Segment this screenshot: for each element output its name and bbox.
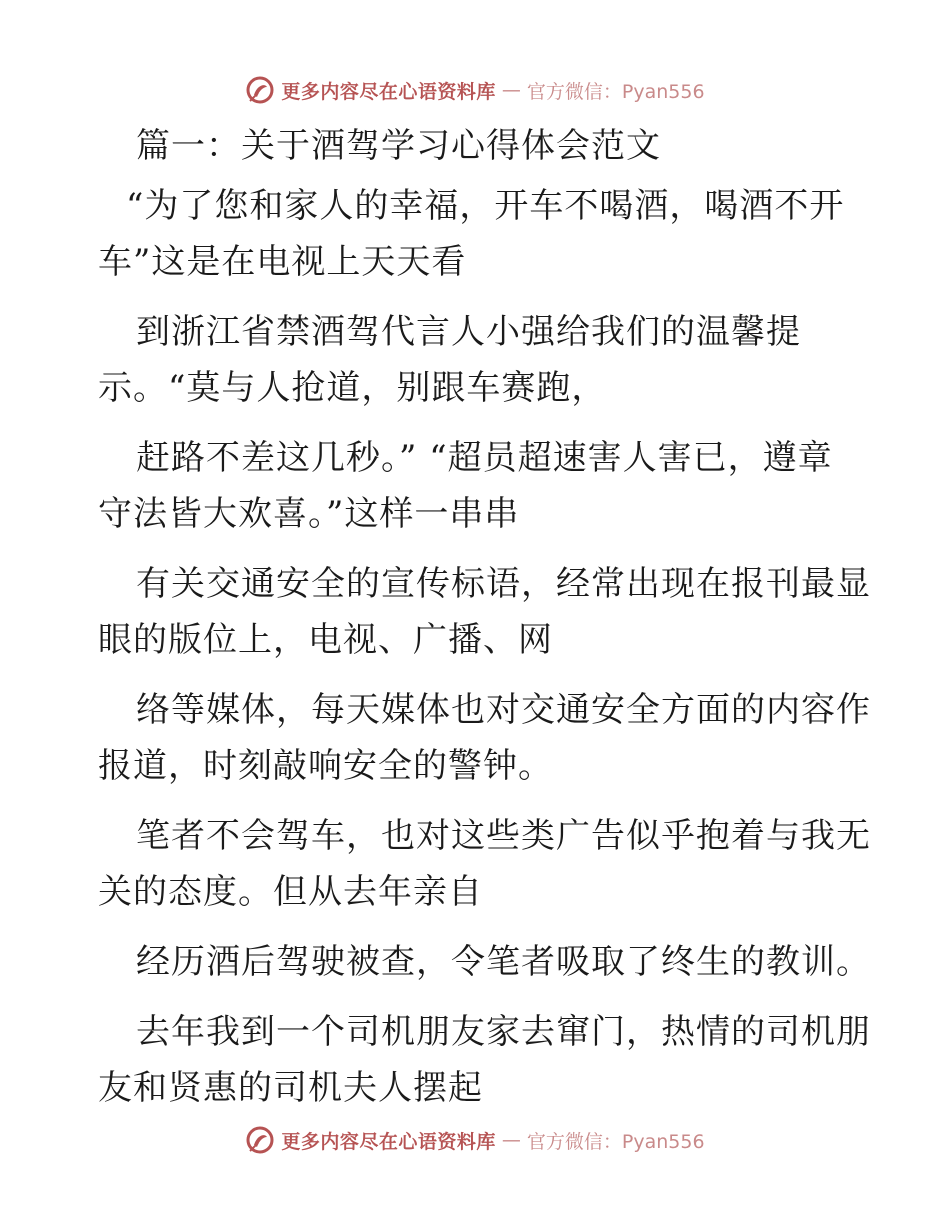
paragraph-line: 报道，时刻敲响安全的警钟。 (98, 746, 553, 786)
paragraph-line: 眼的版位上，电视、广播、网 (98, 620, 553, 660)
header-wechat-text: 官方微信：Pyan556 (526, 80, 705, 103)
rose-logo-icon (245, 1125, 275, 1155)
paragraph-line: 守法皆大欢喜。”这样一串串 (98, 494, 520, 534)
paragraph-line: 友和贤惠的司机夫人摆起 (98, 1068, 483, 1108)
footer-banner-text: 更多内容尽在心语资料库 (281, 1130, 496, 1153)
paragraph-line: 笔者不会驾车，也对这些类广告似乎抱着与我无 (136, 816, 871, 856)
paragraph-line: 到浙江省禁酒驾代言人小强给我们的温馨提 (136, 312, 801, 352)
header-banner-text: 更多内容尽在心语资料库 (281, 80, 496, 103)
rose-logo-icon (245, 75, 275, 105)
footer-wechat-text: 官方微信：Pyan556 (526, 1130, 705, 1153)
paragraph-line: 车”这是在电视上天天看 (98, 242, 467, 282)
document-body (98, 120, 871, 1114)
footer-banner-separator: — (501, 1129, 521, 1151)
paragraph-line: “为了您和家人的幸福，开车不喝酒，喝酒不开 (126, 186, 845, 226)
paragraph-line: 关的态度。但从去年亲自 (98, 872, 483, 912)
header-banner (0, 70, 950, 110)
paragraph-line: 经历酒后驾驶被查，令笔者吸取了终生的教训。 (136, 942, 871, 982)
paragraph-line: 示。“莫与人抢道，别跟车赛跑， (98, 368, 607, 408)
paragraph-line: 去年我到一个司机朋友家去窜门，热情的司机朋 (136, 1012, 871, 1052)
paragraph-line: 有关交通安全的宣传标语，经常出现在报刊最显 (136, 564, 871, 604)
document-title: 篇一：关于酒驾学习心得体会范文 (136, 126, 661, 166)
paragraph-line: 赶路不差这几秒。” “超员超速害人害已，遵章 (136, 438, 833, 478)
header-banner-separator: — (501, 79, 521, 101)
paragraph-line: 络等媒体，每天媒体也对交通安全方面的内容作 (136, 690, 871, 730)
footer-banner (0, 1120, 950, 1160)
